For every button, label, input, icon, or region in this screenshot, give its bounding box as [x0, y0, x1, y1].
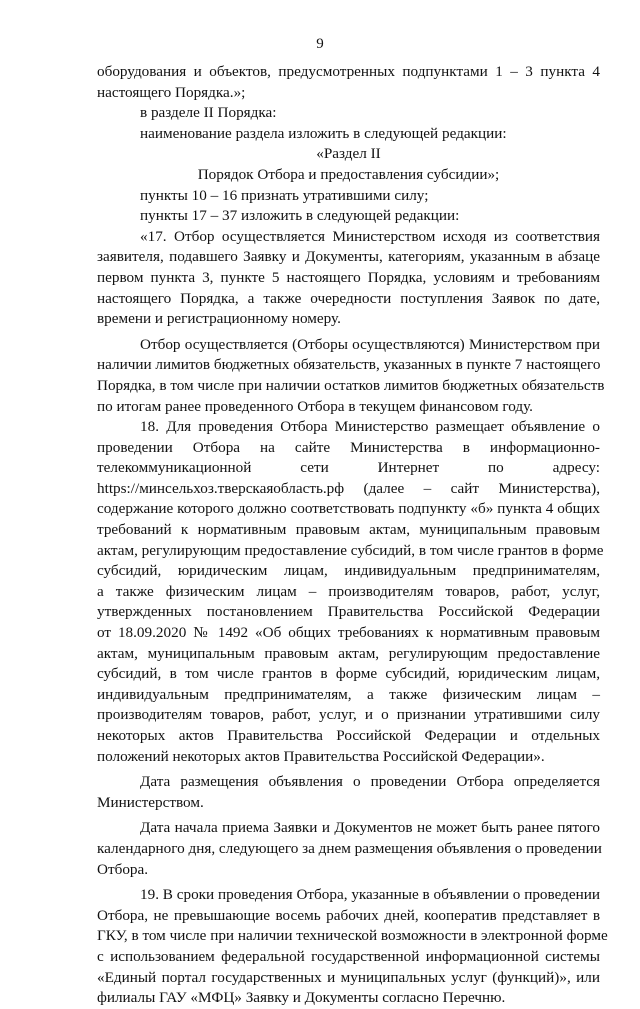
- text-line: «17. Отбор осуществляется Министерством исходя из соответствия: [140, 227, 600, 245]
- text-line: Порядок Отбора и предоставления субсидии»;: [197, 165, 500, 183]
- text-line: Порядка, в том числе при наличии остатков лимитов бюджетных обязательств: [97, 376, 605, 394]
- text-line: наименование раздела изложить в следующей редакции:: [140, 124, 507, 142]
- text-line: в разделе II Порядка:: [140, 104, 277, 122]
- text-line: положений некоторых актов Правительства Российской Федерации».: [97, 747, 545, 765]
- text-line: 18. Для проведения Отбора Министерство размещает объявление о: [140, 418, 600, 436]
- text-line: заявителя, подавшего Заявку и Документы, категориям, указанным в абзаце: [97, 248, 600, 266]
- text-line: актам, регулирующим предоставление субсидий, в том числе грантов в форме: [97, 541, 604, 559]
- text-line: а также физическим лицам – производителям товаров, работ, услуг,: [97, 582, 600, 600]
- text-line: субсидий, в том числе грантов в форме субсидий, юридическим лицам,: [97, 665, 600, 683]
- text-line: субсидий, юридическим лицам, индивидуальным предпринимателям,: [97, 562, 600, 580]
- text-line: некоторых актов Правительства Российской Федерации и отдельных: [97, 727, 600, 744]
- text-line: требований к нормативным правовым актам, муниципальным правовым: [97, 521, 600, 539]
- text-line: Дата начала приема Заявки и Документов не может быть ранее пятого: [140, 819, 600, 837]
- text-line: Отбора, не превышающие восемь рабочих дней, кооператив представляет в: [97, 906, 600, 924]
- text-line: Дата размещения объявления о проведении Отбора определяется: [140, 773, 600, 791]
- text-line: индивидуальным предпринимателям, а также физическим лицам –: [97, 685, 600, 703]
- text-line: проведении Отбора на сайте Министерства в информационно-: [97, 438, 600, 456]
- text-line: https://минсельхоз.тверскаяобласть.рф (далее – сайт Министерства),: [97, 479, 600, 497]
- text-line: пункты 10 – 16 признать утратившими силу;: [140, 186, 429, 204]
- text-line: календарного дня, следующего за днем размещения объявления о проведении: [97, 839, 602, 857]
- text-line: производителям товаров, работ, услуг, и о признании утратившими силу: [97, 706, 600, 724]
- text-line: пункты 17 – 37 изложить в следующей редакции:: [140, 207, 460, 225]
- text-line: времени и регистрационному номеру.: [97, 310, 341, 328]
- text-line: актам, муниципальным правовым актам, регулирующим предоставление: [97, 644, 600, 662]
- text-line: телекоммуникационной сети Интернет по адресу:: [97, 459, 600, 477]
- text-line: с использованием федеральной государственной информационной системы: [97, 947, 600, 965]
- text-line: от 18.09.2020 № 1492 «Об общих требованиях к нормативным правовым: [97, 624, 600, 642]
- text-line: первом пункта 3, пункте 5 настоящего Порядка, условиям и требованиям: [97, 268, 600, 286]
- text-line: Отбора.: [97, 860, 149, 878]
- text-line: ГКУ, в том числе при наличии технической возможности в электронной форме: [97, 927, 608, 945]
- text-line: по итогам ранее проведенного Отбора в текущем финансовом году.: [97, 397, 533, 415]
- text-line: «Раздел II: [316, 145, 381, 163]
- text-line: оборудования и объектов, предусмотренных подпунктами 1 – 3 пункта 4: [97, 63, 600, 80]
- text-line: филиалы ГАУ «МФЦ» Заявку и Документы согласно Перечню.: [97, 989, 506, 1007]
- text-line: содержание которого должно соответствовать подпункту «б» пункта 4 общих: [97, 500, 600, 518]
- text-line: утвержденных постановлением Правительства Российской Федерации: [97, 603, 600, 621]
- text-line: Министерством.: [97, 793, 204, 811]
- document-body: [97, 62, 608, 1009]
- page-number: 9: [316, 36, 324, 52]
- text-line: настоящего Порядка.»;: [97, 83, 246, 101]
- text-line: 19. В сроки проведения Отбора, указанные в объявлении о проведении: [140, 886, 600, 904]
- text-line: Отбор осуществляется (Отборы осуществляются) Министерством при: [140, 335, 600, 353]
- text-line: настоящего Порядка, а также очередности поступления Заявок по дате,: [97, 289, 600, 307]
- text-line: «Единый портал государственных и муниципальных услуг (функций)», или: [97, 968, 600, 986]
- text-line: наличии лимитов бюджетных обязательств, указанных в пункте 7 настоящего: [97, 356, 601, 374]
